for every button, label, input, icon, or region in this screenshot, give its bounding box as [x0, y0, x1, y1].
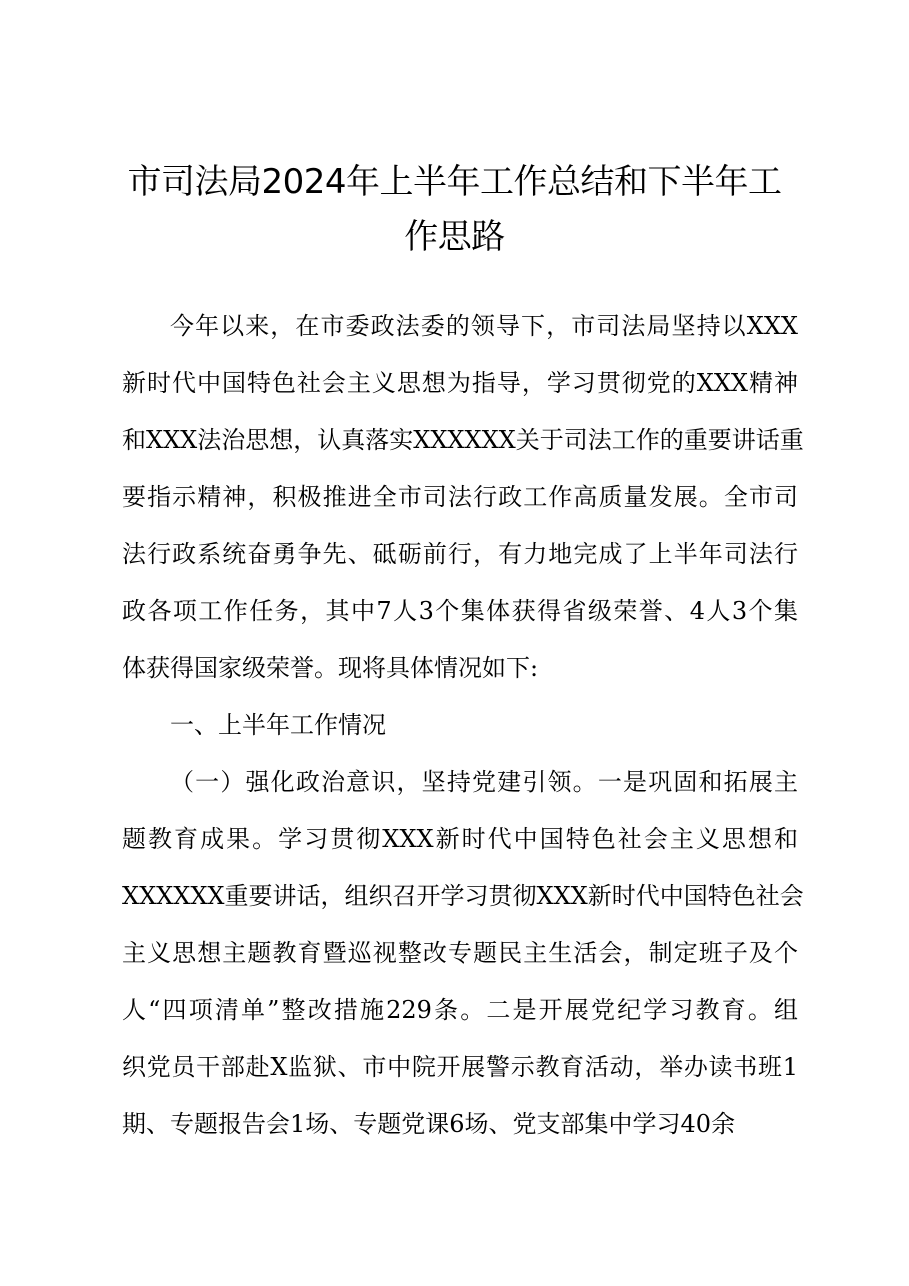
intro-paragraph-line: 要指示精神，积极推进全市司法行政工作高质量发展。全市司 [122, 483, 798, 511]
subsection-paragraph-line: 主义思想主题教育暨巡视整改专题民主生活会，制定班子及个 [122, 939, 798, 967]
intro-paragraph-line: 和XXX法治思想，认真落实XXXXXX关于司法工作的重要讲话重 [122, 426, 804, 454]
intro-paragraph-line: 今年以来，在市委政法委的领导下，市司法局坚持以XXX [170, 312, 798, 340]
intro-paragraph-line: 政各项工作任务，其中7人3个集体获得省级荣誉、4人3个集 [122, 597, 798, 625]
document-title-line-2: 作思路 [404, 217, 505, 257]
subsection-paragraph-line: 期、专题报告会1场、专题党课6场、党支部集中学习40余 [122, 1110, 736, 1138]
subsection-paragraph-line: 人“四项清单”整改措施229条。二是开展党纪学习教育。组 [122, 996, 798, 1024]
intro-paragraph-line: 新时代中国特色社会主义思想为指导，学习贯彻党的XXX精神 [122, 369, 798, 397]
section-heading: 一、上半年工作情况 [170, 711, 386, 739]
subsection-paragraph-line: 织党员干部赴X监狱、市中院开展警示教育活动，举办读书班1 [122, 1053, 798, 1081]
intro-paragraph-line: 体获得国家级荣誉。现将具体情况如下: [122, 654, 539, 682]
document-title-line-1: 市司法局2024年上半年工作总结和下半年工 [127, 162, 782, 202]
subsection-paragraph-line: （一）强化政治意识，坚持党建引领。一是巩固和拓展主 [170, 768, 798, 796]
intro-paragraph-line: 法行政系统奋勇争先、砥砺前行，有力地完成了上半年司法行 [122, 540, 798, 568]
subsection-paragraph-line: 题教育成果。学习贯彻XXX新时代中国特色社会主义思想和 [122, 825, 798, 853]
subsection-paragraph-line: XXXXXX重要讲话，组织召开学习贯彻XXX新时代中国特色社会 [122, 882, 804, 910]
